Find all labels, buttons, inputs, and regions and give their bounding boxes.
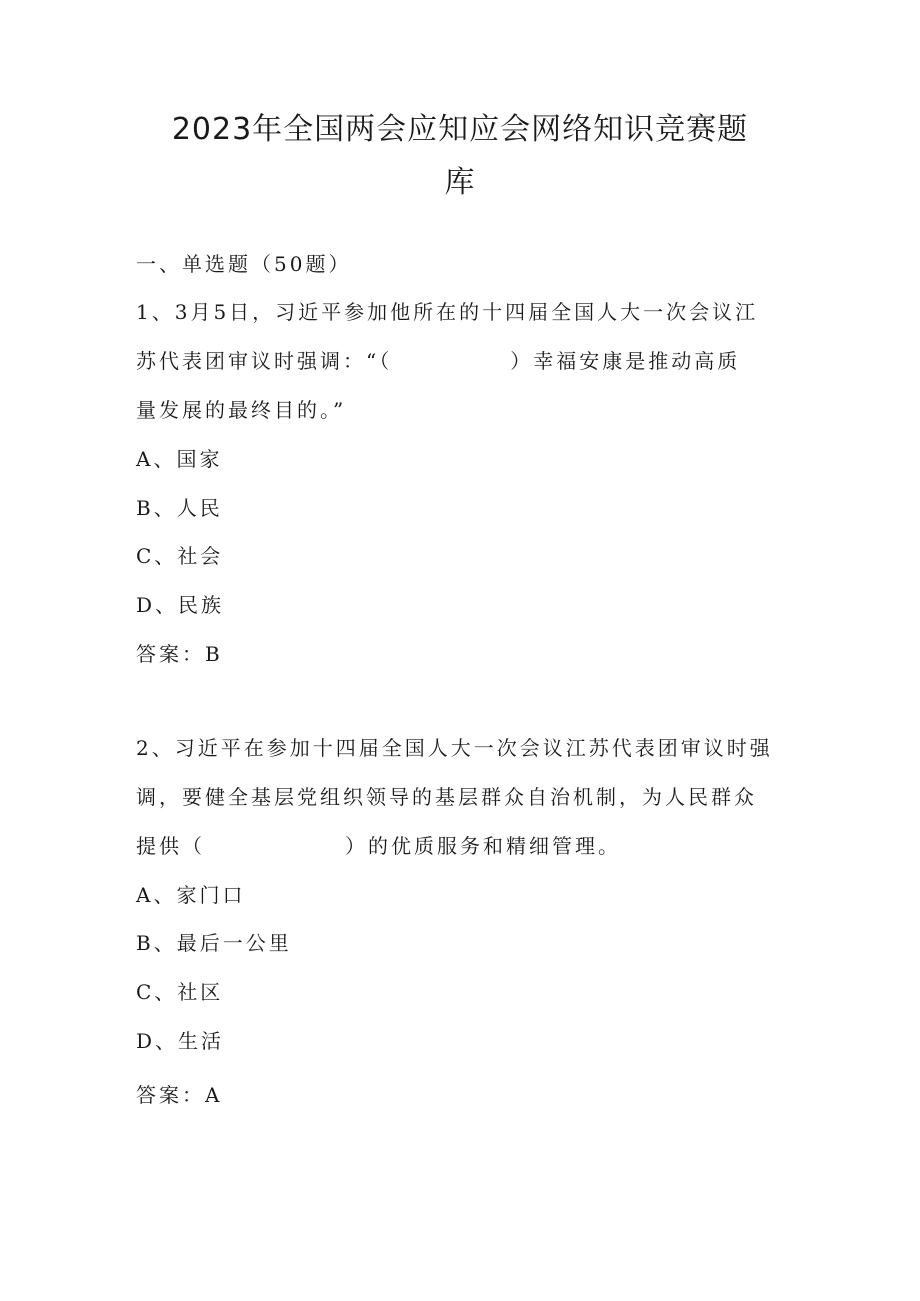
question-1-option-c: C、社会 [136, 544, 224, 568]
question-2-option-d: D、生活 [136, 1029, 225, 1053]
question-1-stem-after-blank: ）幸福安康是推动高质 [510, 349, 741, 373]
question-2-option-c: C、社区 [136, 980, 224, 1004]
question-2-option-b: B、最后一公里 [136, 931, 292, 955]
question-1-stem-before-blank: 苏代表团审议时强调：“（ [136, 349, 393, 373]
question-1-stem-line-2 [136, 347, 740, 375]
question-1-stem-line-1: 1、3月5日，习近平参加他所在的十四届全国人大一次会议江 [136, 300, 759, 324]
question-2-stem-before-blank: 提供（ [136, 834, 205, 858]
question-1-answer: 答案：B [136, 642, 223, 666]
question-2-stem-line-2: 调，要健全基层党组织领导的基层群众自治机制，为人民群众 [136, 785, 757, 809]
question-2-stem-after-blank: ）的优质服务和精细管理。 [345, 834, 621, 858]
question-2-stem-line-3 [136, 832, 621, 860]
section-heading: 一、单选题（50题） [136, 252, 352, 276]
question-2-option-a: A、家门口 [136, 883, 246, 907]
question-1-option-b: B、人民 [136, 496, 223, 520]
document-title-line-1: 2023年全国两会应知应会网络知识竞赛题 [171, 112, 749, 147]
question-2-stem-line-1: 2、习近平在参加十四届全国人大一次会议江苏代表团审议时强 [136, 736, 773, 760]
question-1-stem-line-3: 量发展的最终目的。” [136, 398, 347, 422]
question-1-option-d: D、民族 [136, 593, 225, 617]
question-1-option-a: A、国家 [136, 447, 223, 471]
document-title-line-2: 库 [444, 165, 476, 200]
question-2-answer: 答案：A [136, 1083, 223, 1107]
